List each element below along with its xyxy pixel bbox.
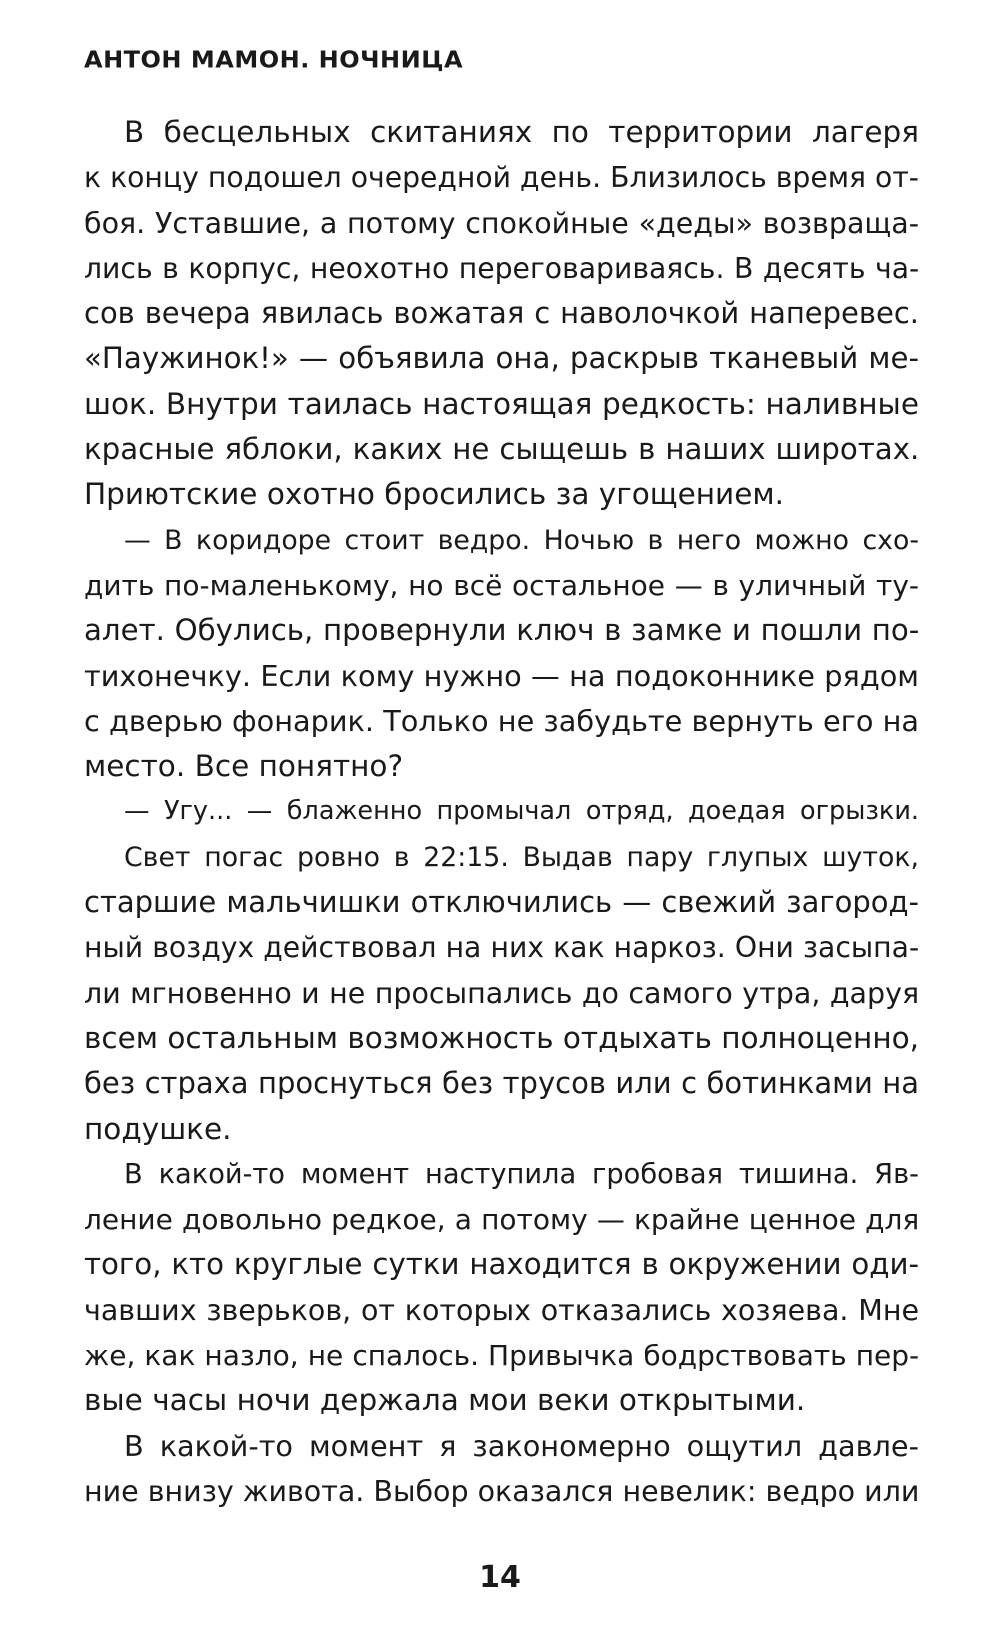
page-number: 14 (479, 1560, 521, 1595)
text-line: — В коридоре стоит ведро. Ночью в него можно схо- (124, 524, 919, 556)
paragraph (84, 835, 919, 1152)
text-line: боя. Уставшие, а потому спокойные «деды» возвраща- (84, 206, 919, 240)
text-line: шок. Внутри таилась настоящая редкость: наливные (84, 386, 919, 421)
text-line: вые часы ночи держала мои веки открытыми. (84, 1383, 806, 1418)
text-line: Приютские охотно бросились за угощением. (84, 477, 784, 512)
running-header: АНТОН МАМОН. НОЧНИЦА (84, 46, 464, 74)
text-line: к концу подошел очередной день. Близилось время от- (84, 161, 919, 195)
text-line: без страха проснуться без трусов или с ботинками на (84, 1066, 920, 1101)
text-line: дить по-маленькому, но всё остальное — в уличный ту- (84, 568, 919, 602)
body-text (84, 110, 919, 1514)
text-line: сов вечера явилась вожатая с наволочкой наперевес. (84, 296, 919, 331)
text-line: же, как назло, не спалось. Привычка бодрствовать пер- (84, 1339, 920, 1373)
text-line: красные яблоки, каких не сыщешь в наших широтах. (84, 432, 920, 467)
text-line: «Паужинок!» — объявила она, раскрыв тканевый ме- (84, 341, 919, 376)
paragraph (84, 1424, 919, 1515)
text-line: ние внизу живота. Выбор оказался невелик: ведро или (84, 1474, 920, 1508)
text-line: В бесцельных скитаниях по территории лагеря (124, 115, 919, 149)
text-line: старшие мальчишки отключились — свежий загород- (84, 885, 919, 920)
text-line: ный воздух действовал на них как наркоз. Они засыпа- (84, 931, 920, 965)
text-line: с дверью фонарик. Только не забудьте вернуть его на (84, 703, 919, 738)
paragraph (84, 1152, 919, 1424)
paragraph (84, 518, 919, 790)
paragraph (84, 110, 919, 518)
text-line: чавших зверьков, от которых отказались хозяева. Мне (84, 1293, 919, 1327)
text-line: алет. Обулись, провернули ключ в замке и пошли по- (84, 613, 920, 648)
text-line: Свет погас ровно в 22:15. Выдав пару глупых шуток, (124, 841, 919, 873)
text-line: лись в корпус, неохотно переговариваясь. В десять ча- (84, 251, 920, 285)
text-line: подушке. (84, 1111, 232, 1146)
text-line: того, кто круглые сутки находится в окружении оди- (84, 1247, 920, 1282)
paragraph (84, 789, 919, 834)
text-line: ление довольно редкое, а потому — крайне ценное для (84, 1203, 920, 1237)
text-line: тихонечку. Если кому нужно — на подоконнике рядом (84, 658, 919, 693)
text-line: всем остальным возможность отдыхать полноценно, (84, 1020, 920, 1055)
text-line: ли мгновенно и не просыпались до самого утра, даруя (84, 976, 920, 1010)
text-line: В какой-то момент наступила гробовая тишина. Яв- (124, 1158, 919, 1190)
text-line: — Угу... — блаженно промычал отряд, доедая огрызки. (124, 796, 919, 827)
text-line: место. Все понятно? (84, 749, 404, 784)
text-line: В какой-то момент я закономерно ощутил давле- (124, 1428, 919, 1463)
